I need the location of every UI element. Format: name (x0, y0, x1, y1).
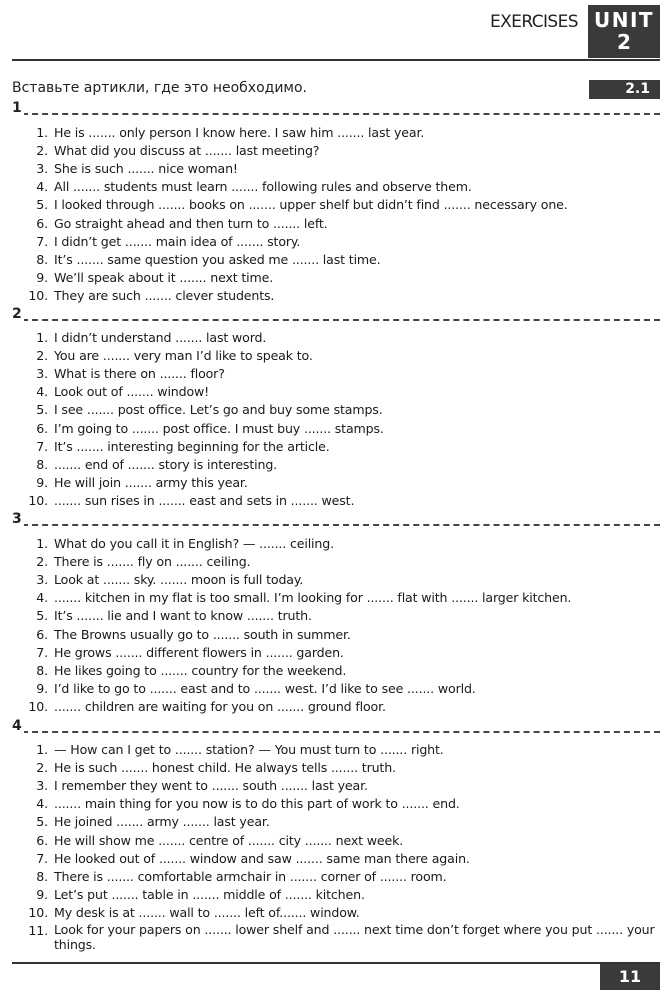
exercise-item (12, 850, 660, 868)
item-text: My desk is at ....... wall to ....... left of....... window. (54, 904, 360, 920)
item-text: I’d like to go to ....... east and to ....... west. I’d like to see ....... world. (54, 680, 476, 696)
exercise-item (12, 492, 660, 510)
item-text: Look out of ....... window! (54, 384, 210, 400)
exercise-number-badge: 2.1 (589, 80, 660, 99)
unit-badge (588, 5, 660, 58)
item-number: 7. (36, 233, 48, 249)
item-number: 3. (36, 366, 48, 382)
item-number: 3. (36, 572, 48, 588)
item-text: You are ....... very man I’d like to speak to. (54, 348, 313, 364)
item-text: Go straight ahead and then turn to ....... left. (54, 215, 328, 231)
item-number: 1. (36, 330, 48, 345)
item-number: 8. (36, 662, 48, 678)
exercise-item (12, 813, 660, 831)
item-text: He will join ....... army this year. (54, 474, 248, 490)
item-text: I didn’t get ....... main idea of ....... story. (54, 233, 301, 249)
exercise-item (12, 438, 660, 456)
item-text: He is ....... only person I know here. I saw him ....... last year. (54, 125, 425, 140)
item-number: 9. (36, 680, 48, 696)
item-number: 9. (36, 474, 48, 490)
item-number: 3. (36, 778, 48, 794)
item-text: It’s ....... lie and I want to know ....... truth. (54, 608, 312, 624)
exercise-item (12, 456, 660, 474)
exercise-item (12, 644, 660, 662)
item-text: I remember they went to ....... south ....... last year. (54, 778, 368, 794)
item-text: There is ....... comfortable armchair in ....... corner of ....... room. (54, 868, 447, 884)
exercise-item (12, 868, 660, 886)
unit-label: UNIT (593, 8, 655, 32)
exercise-item (12, 904, 660, 922)
exercise-item (12, 215, 660, 233)
item-text: He looked out of ....... window and saw ....... same man there again. (54, 850, 470, 866)
item-number: 5. (36, 402, 48, 418)
exercise-item (12, 698, 660, 716)
item-number: 8. (36, 251, 48, 267)
task-instruction: Вставьте артикли, где это необходимо. (12, 80, 308, 96)
exercise-item (12, 795, 660, 813)
item-text: I looked through ....... books on ....... upper shelf but didn’t find ....... necessary one. (54, 197, 568, 213)
item-text: I’m going to ....... post office. I must buy ....... stamps. (54, 420, 384, 436)
exercise-item (12, 233, 660, 251)
item-number: 1. (36, 742, 48, 757)
item-text: He will show me ....... centre of ....... city ....... next week. (54, 832, 404, 848)
exercise-item (12, 160, 660, 178)
item-number: 2. (36, 348, 48, 364)
exercise-item (12, 142, 660, 160)
section-number: 3 (12, 511, 22, 527)
exercise-item (12, 329, 660, 347)
item-text: ....... children are waiting for you on ....... ground floor. (54, 698, 386, 714)
section-number: 4 (12, 718, 22, 734)
exercise-item (12, 124, 660, 142)
exercise-item (12, 886, 660, 904)
section-number: 2 (12, 306, 22, 322)
page-number: 11 (600, 964, 660, 990)
exercise-item (12, 383, 660, 401)
exercise-item (12, 251, 660, 269)
exercise-item (12, 589, 660, 607)
section-dashed-rule (12, 524, 660, 526)
item-text: He likes going to ....... country for the weekend. (54, 662, 347, 678)
exercise-item (12, 571, 660, 589)
section-dashed-rule (12, 113, 660, 115)
exercise-item (12, 365, 660, 383)
item-number: 10. (28, 698, 48, 714)
exercise-item (12, 832, 660, 850)
item-number: 3. (36, 161, 48, 177)
item-number: 8. (36, 868, 48, 884)
item-text: I didn’t understand ....... last word. (54, 330, 267, 345)
section-header (12, 511, 660, 529)
item-text: She is such ....... nice woman! (54, 161, 238, 177)
exercise-item (12, 759, 660, 777)
section-dashed-rule (12, 319, 660, 321)
section-header (12, 306, 660, 324)
exercise-item (12, 196, 660, 214)
item-text: All ....... students must learn ....... following rules and observe them. (54, 179, 472, 195)
item-text: Look at ....... sky. ....... moon is full today. (54, 572, 304, 588)
section-dashed-rule (12, 731, 660, 733)
item-text: ....... main thing for you now is to do this part of work to ....... end. (54, 796, 460, 812)
item-number: 4. (36, 796, 48, 812)
item-number: 2. (36, 143, 48, 159)
item-number: 1. (36, 536, 48, 551)
unit-number: 2 (617, 30, 631, 54)
item-text: There is ....... fly on ....... ceiling. (54, 554, 251, 570)
header-title: EXERCISES (490, 12, 578, 32)
item-number: 7. (36, 438, 48, 454)
item-number: 10. (28, 904, 48, 920)
item-text: ....... end of ....... story is interesting. (54, 456, 278, 472)
exercise-item (12, 662, 660, 680)
item-number: 7. (36, 850, 48, 866)
section-header (12, 100, 660, 118)
item-text: ....... sun rises in ....... east and sets in ....... west. (54, 492, 355, 508)
exercise-item (12, 401, 660, 419)
item-text: — How can I get to ....... station? — You must turn to ....... right. (54, 742, 444, 757)
item-number: 6. (36, 832, 48, 848)
top-divider (12, 59, 660, 61)
exercise-item (12, 607, 660, 625)
item-text: It’s ....... interesting beginning for the article. (54, 438, 330, 454)
item-number: 5. (36, 197, 48, 213)
item-number: 2. (36, 760, 48, 776)
item-number: 8. (36, 456, 48, 472)
item-text: Let’s put ....... table in ....... middle of ....... kitchen. (54, 886, 365, 902)
item-number: 9. (36, 269, 48, 285)
exercise-item (12, 420, 660, 438)
item-number: 6. (36, 215, 48, 231)
section-number: 1 (12, 100, 22, 116)
exercise-item (12, 269, 660, 287)
item-number: 5. (36, 608, 48, 624)
item-number: 2. (36, 554, 48, 570)
item-text: He is such ....... honest child. He always tells ....... truth. (54, 760, 396, 776)
item-number: 6. (36, 420, 48, 436)
item-number: 9. (36, 886, 48, 902)
item-text: ....... kitchen in my flat is too small. I’m looking for ....... flat with ....... larger kitchen. (54, 590, 572, 606)
item-text: What is there on ....... floor? (54, 366, 225, 382)
exercise-item (12, 680, 660, 698)
exercise-item (12, 777, 660, 795)
exercise-item (12, 553, 660, 571)
exercise-item (12, 922, 660, 954)
item-number: 4. (36, 179, 48, 195)
section-header (12, 718, 660, 736)
item-text: I see ....... post office. Let’s go and buy some stamps. (54, 402, 383, 418)
item-number: 6. (36, 626, 48, 642)
item-text: They are such ....... clever students. (54, 287, 275, 303)
exercise-item (12, 474, 660, 492)
item-text: He grows ....... different flowers in ....... garden. (54, 644, 344, 660)
item-number: 10. (28, 287, 48, 303)
item-number: 7. (36, 644, 48, 660)
exercise-item (12, 626, 660, 644)
item-number: 5. (36, 814, 48, 830)
exercise-item (12, 347, 660, 365)
exercise-item (12, 741, 660, 759)
item-number: 4. (36, 384, 48, 400)
item-number: 4. (36, 590, 48, 606)
bottom-divider (12, 962, 660, 964)
item-text: The Browns usually go to ....... south in summer. (54, 626, 351, 642)
item-text: He joined ....... army ....... last year. (54, 814, 270, 830)
item-text: Look for your papers on ....... lower shelf and ....... next time don’t forget where you put ....... your things. (54, 922, 655, 952)
item-text: It’s ....... same question you asked me ....... last time. (54, 251, 381, 267)
exercise-item (12, 287, 660, 305)
item-text: What do you call it in English? — ....... ceiling. (54, 536, 334, 551)
item-number: 1. (36, 125, 48, 140)
item-text: What did you discuss at ....... last meeting? (54, 143, 320, 159)
item-number: 10. (28, 492, 48, 508)
item-number: 11. (28, 923, 48, 938)
item-text: We’ll speak about it ....... next time. (54, 269, 274, 285)
exercise-item (12, 535, 660, 553)
exercise-item (12, 178, 660, 196)
